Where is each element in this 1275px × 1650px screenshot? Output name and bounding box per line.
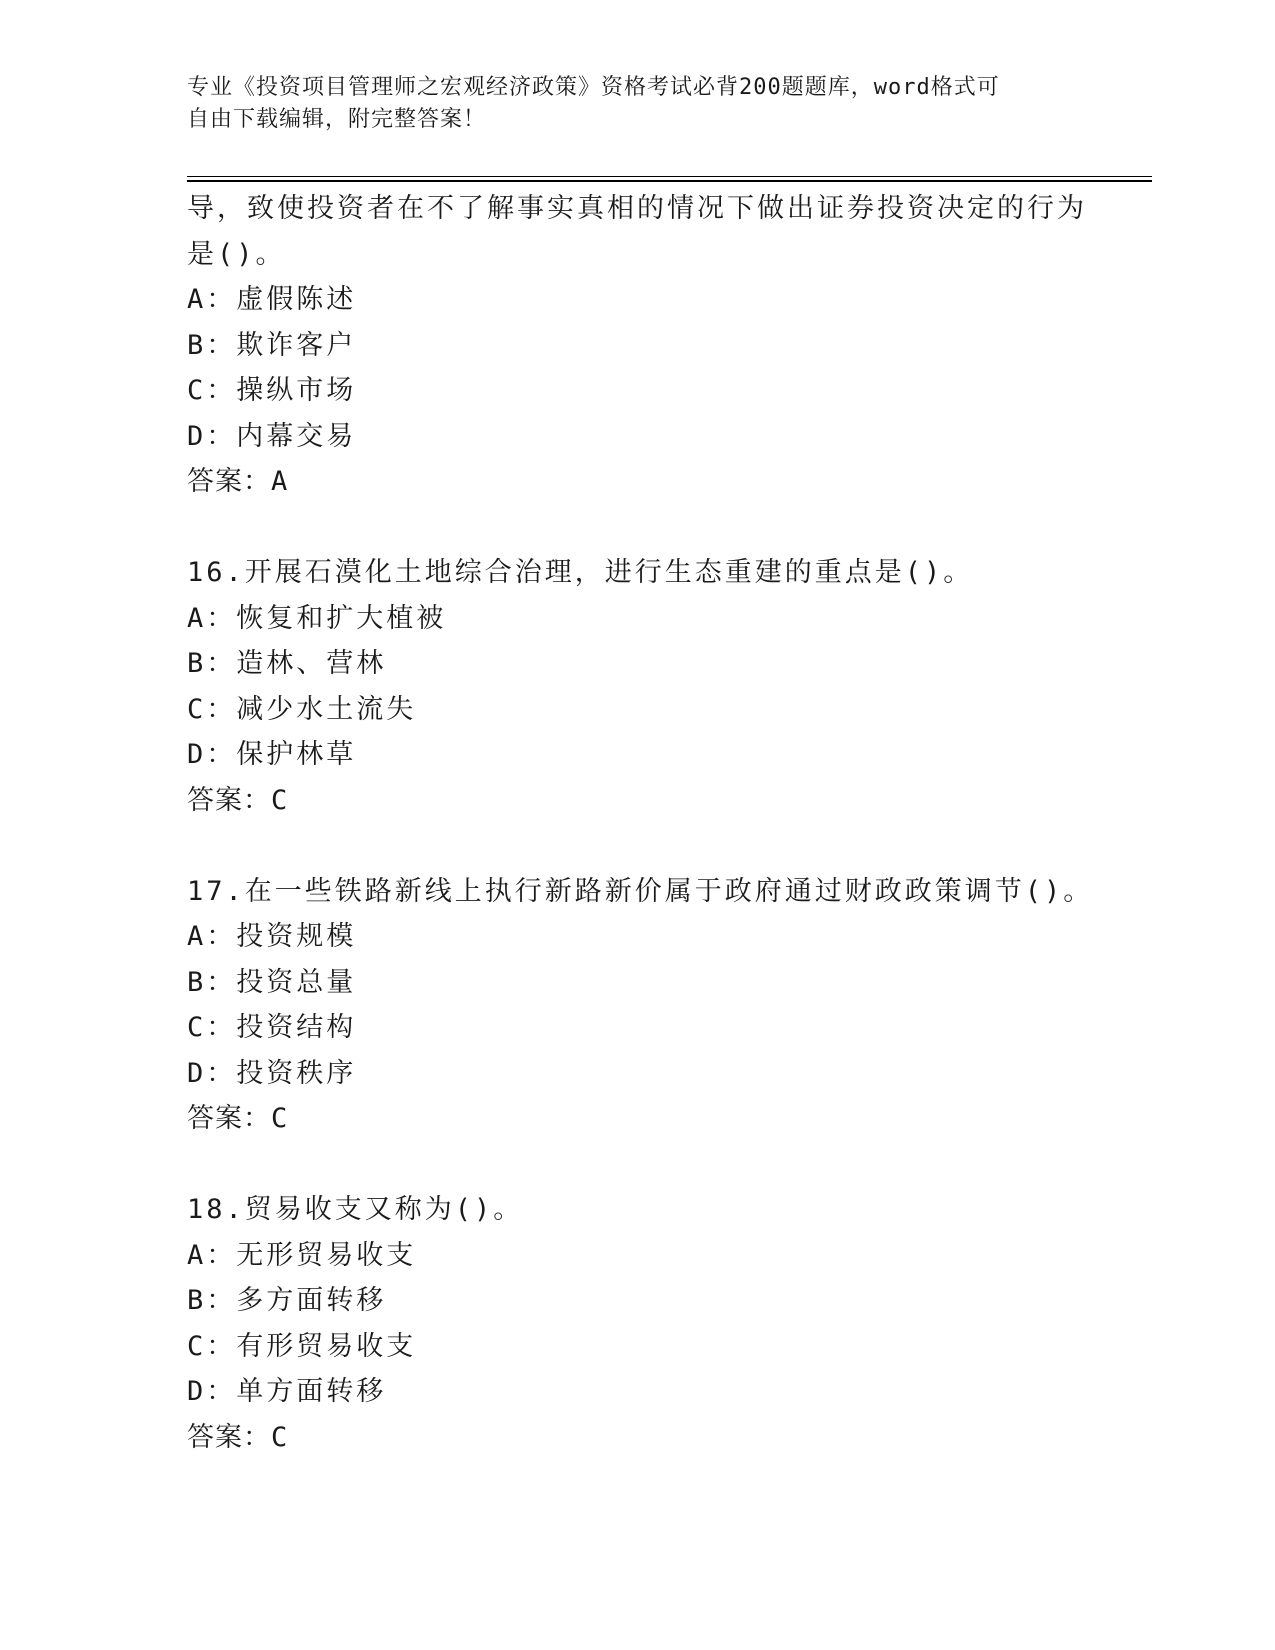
answer-value: C — [271, 1421, 289, 1453]
option-c: C：减少水土流失 — [187, 693, 417, 725]
header-rule-thick — [187, 180, 1152, 182]
option-b: B：投资总量 — [187, 966, 357, 998]
option-a: A：虚假陈述 — [187, 284, 357, 315]
header-rule-thin — [187, 176, 1152, 177]
question-17 — [187, 869, 1094, 1142]
option-c: C：操纵市场 — [187, 375, 357, 406]
question-stem-line-1: 导，致使投资者在不了解事实真相的情况下做出证券投资决定的行为 — [187, 193, 1087, 224]
question-15-continuation — [187, 186, 1087, 505]
question-stem: 17.在一些铁路新线上执行新路新价属于政府通过财政政策调节()。 — [187, 875, 1094, 907]
question-stem: 16.开展石漠化土地综合治理，进行生态重建的重点是()。 — [187, 557, 974, 588]
option-a: A：无形贸易收支 — [187, 1239, 417, 1271]
option-b: B：造林、营林 — [187, 648, 387, 679]
option-c: C：投资结构 — [187, 1012, 357, 1043]
answer-value: A — [271, 466, 289, 497]
question-stem-line-2: 是()。 — [187, 238, 286, 270]
question-16 — [187, 550, 1087, 823]
option-d: D：单方面转移 — [187, 1376, 387, 1407]
document-header — [187, 72, 1087, 136]
question-stem: 18.贸易收支又称为()。 — [187, 1194, 524, 1225]
option-d: D：内幕交易 — [187, 420, 357, 452]
option-c: C：有形贸易收支 — [187, 1330, 417, 1362]
answer-label: 答案： — [187, 784, 271, 816]
option-b: B：欺诈客户 — [187, 329, 357, 361]
answer-label: 答案： — [187, 1103, 271, 1134]
option-d: D：投资秩序 — [187, 1057, 357, 1089]
option-d: D：保护林草 — [187, 739, 357, 770]
answer-value: C — [271, 1103, 289, 1134]
answer-label: 答案： — [187, 1421, 271, 1453]
question-content — [187, 186, 1094, 1460]
option-a: A：投资规模 — [187, 921, 357, 952]
answer-line — [187, 1415, 1087, 1461]
answer-value: C — [271, 784, 289, 816]
question-18 — [187, 1187, 1087, 1460]
header-line-1: 专业《投资项目管理师之宏观经济政策》资格考试必背200题题库，word格式可 — [187, 75, 1000, 100]
option-a: A：恢复和扩大植被 — [187, 602, 447, 634]
option-b: B：多方面转移 — [187, 1285, 387, 1316]
header-line-2: 自由下载编辑，附完整答案！ — [187, 107, 487, 132]
answer-label: 答案： — [187, 466, 271, 497]
answer-line — [187, 459, 1087, 505]
answer-line — [187, 778, 1087, 824]
answer-line — [187, 1096, 1087, 1142]
